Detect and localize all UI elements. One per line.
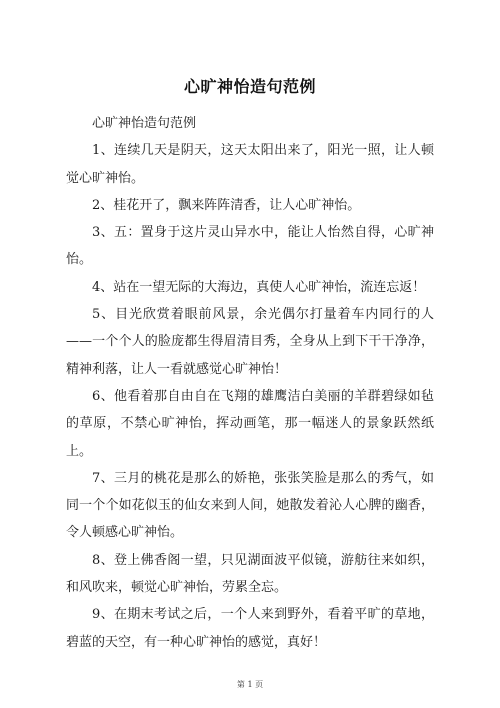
document-title: 心旷神怡造句范例 — [183, 77, 316, 96]
paragraph-5: 5、目光欣赏着眼前风景，余光偶尔打量着车内同行的人——一个个人的脸庞都生得眉清目秀，全身从上到下干干净净，精神利落，让人一看就感觉心旷神怡！ — [66, 307, 434, 377]
page-number-footer: 第 1 页 — [236, 680, 264, 689]
paragraph-subtitle: 心旷神怡造句范例 — [92, 116, 197, 131]
paragraph-7: 7、三月的桃花是那么的娇艳，张张笑脸是那么的秀气，如同一个个如花似玉的仙女来到人间，她散发着沁人心脾的幽香，令人顿感心旷神怡。 — [66, 470, 434, 541]
document-body — [66, 110, 434, 656]
paragraph-4: 4、站在一望无际的大海边，真使人心旷神怡，流连忘返！ — [92, 279, 426, 295]
paragraph-3: 3、五：置身于这片灵山异水中，能让人怡然自得，心旷神怡。 — [66, 225, 434, 268]
paragraph-6: 6、他看着那自由自在飞翔的雄鹰洁白美丽的羊群碧绿如毡的草原，不禁心旷神怡，挥动画笔，那一幅迷人的景象跃然纸上。 — [66, 388, 434, 459]
paragraph-8: 8、登上佛香阁一望，只见湖面波平似镜，游舫往来如织，和风吹来，顿觉心旷神怡，劳累全忘。 — [66, 552, 434, 596]
paragraph-2: 2、桂花开了，飘来阵阵清香，让人心旷神怡。 — [92, 197, 361, 213]
paragraph-9: 9、在期末考试之后，一个人来到野外，看着平旷的草地，碧蓝的天空，有一种心旷神怡的感觉，真好！ — [66, 607, 434, 650]
paragraph-1: 1、连续几天是阴天，这天太阳出来了，阳光一照，让人顿觉心旷神怡。 — [66, 143, 434, 186]
